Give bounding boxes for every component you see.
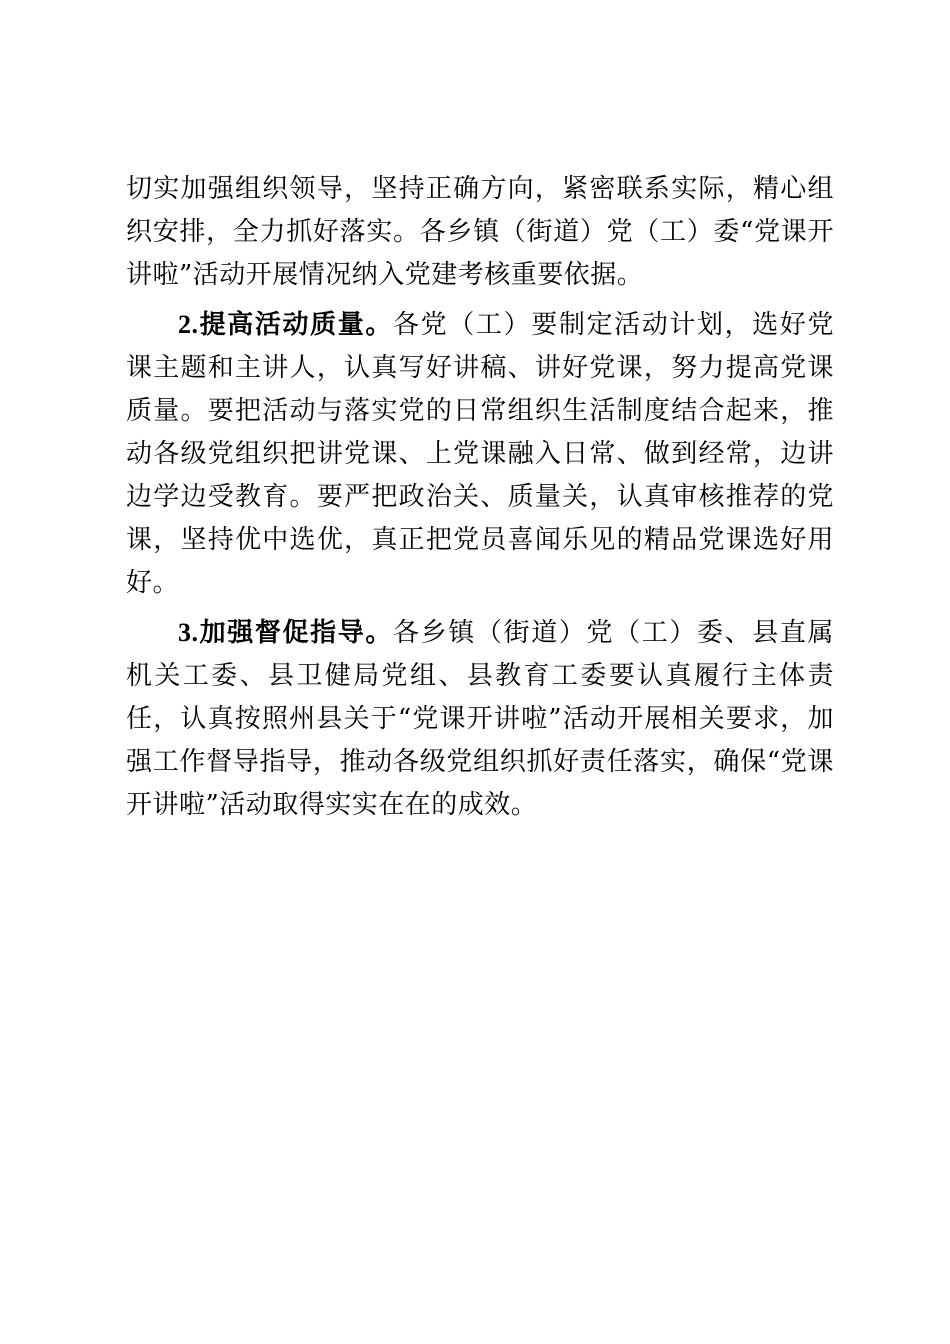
section-number: 3. bbox=[178, 618, 199, 647]
paragraph-text: 各乡镇（街道）党（工）委、县直属机关工委、县卫健局党组、县教育工委要认真履行主体责任，认真按照州县关于“党课开讲啦”活动开展相关要求，加强工作督导指导，推动各级党组织抓好责任落实，确保“党课开讲啦”活动取得实实在在的成效。 bbox=[126, 618, 834, 820]
section-number: 2. bbox=[178, 310, 199, 339]
section-heading: 提高活动质量。 bbox=[198, 310, 394, 340]
section-heading: 加强督促指导。 bbox=[198, 618, 394, 648]
document-page bbox=[126, 168, 834, 833]
paragraph-improve-quality bbox=[126, 303, 834, 605]
paragraph-text: 各党（工）要制定活动计划，选好党课主题和主讲人，认真写好讲稿、讲好党课，努力提高党课质量。要把活动与落实党的日常组织生活制度结合起来，推动各级党组织把讲党课、上党课融入日常、做到经常，边讲边学边受教育。要严把政治关、质量关，认真审核推荐的党课，坚持优中选优，真正把党员喜闻乐见的精品党课选好用好。 bbox=[126, 310, 834, 598]
paragraph-continuation bbox=[126, 168, 834, 297]
paragraph-supervision bbox=[126, 611, 834, 827]
paragraph-text: 切实加强组织领导，坚持正确方向，紧密联系实际，精心组织安排，全力抓好落实。各乡镇（街道）党（工）委“党课开讲啦”活动开展情况纳入党建考核重要依据。 bbox=[126, 174, 834, 290]
